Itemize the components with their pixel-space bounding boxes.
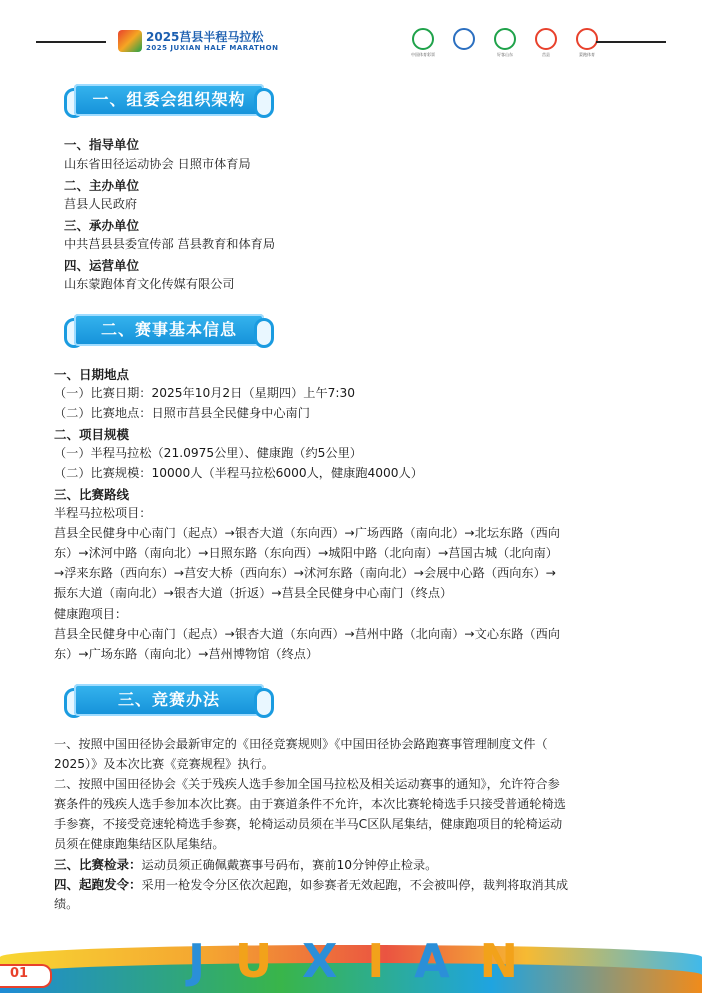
- shandong-tourism-logo: [494, 28, 516, 50]
- section-banner-organization: [64, 78, 274, 122]
- sponsor-caption: 中国体育彩票: [411, 52, 435, 57]
- route-half-line: →浮来东路（西向东）→莒安大桥（西向东）→沭河东路（南向北）→会展中心路（西向东）→: [54, 566, 556, 580]
- info-place: （二）比赛地点：日照市莒县全民健身中心南门: [54, 406, 310, 420]
- org-heading-host: 二、主办单位: [64, 178, 140, 193]
- org-text-operator: 山东蒙跑体育文化传媒有限公司: [64, 277, 235, 291]
- athletics-association-seal: [453, 28, 475, 50]
- juxian-wordmark: [188, 934, 518, 988]
- rules-line: 赛条件的残疾人选手参加本次比赛。由于赛道条件不允许，本次比赛轮椅选手只接受普通轮椅选: [54, 797, 566, 811]
- wordmark-letter: U: [234, 934, 273, 988]
- china-sports-lottery-logo: [412, 28, 434, 50]
- header-rule-right: [596, 41, 666, 43]
- info-date: （一）比赛日期：2025年10月2日（星期四）上午7:30: [54, 386, 356, 400]
- org-text-guiding: 山东省田径运动协会 日照市体育局: [64, 157, 251, 171]
- rules-start-label: 四、起跑发令：: [54, 877, 142, 892]
- mengpao-sports-logo: [576, 28, 598, 50]
- wordmark-letter: A: [414, 934, 450, 988]
- rules-checkin-label: 三、比赛检录：: [54, 857, 142, 872]
- section-title: 二、赛事基本信息: [100, 320, 237, 339]
- org-heading-operator: 四、运营单位: [64, 258, 140, 273]
- info-capacity: （二）比赛规模：10000人（半程马拉松6000人，健康跑4000人）: [54, 466, 423, 480]
- page-header: [0, 22, 702, 62]
- sponsor-logo: [408, 28, 438, 58]
- sponsor-logos: [408, 28, 613, 58]
- wordmark-letter: I: [367, 934, 385, 988]
- org-text-host: 莒县人民政府: [64, 197, 138, 211]
- org-heading-guiding: 一、指导单位: [64, 137, 140, 152]
- info-heading-route: 三、比赛路线: [54, 487, 130, 502]
- route-fun-line: 东）→广场东路（南向北）→莒州博物馆（终点）: [54, 647, 319, 661]
- route-half-line: 莒县全民健身中心南门（起点）→银杏大道（东向西）→广场西路（南向北）→北坛东路（西向: [54, 526, 560, 540]
- info-heading-date-place: 一、日期地点: [54, 367, 130, 382]
- route-fun-label: 健康跑项目：: [54, 607, 128, 621]
- rules-start: [54, 877, 568, 893]
- logo-title-en: 2025 JUXIAN HALF MARATHON: [146, 43, 279, 52]
- sponsor-logo: [490, 28, 520, 58]
- sponsor-logo: [449, 28, 479, 58]
- logo-title-cn: 2025莒县半程马拉松: [146, 29, 264, 44]
- wordmark-letter: J: [188, 934, 206, 988]
- rules-start-text: 采用一枪发令分区依次起跑，如参赛者无效起跑，不会被叫停，裁判将取消其成: [141, 878, 569, 892]
- org-text-organizer: 中共莒县县委宣传部 莒县教育和体育局: [64, 237, 276, 251]
- sponsor-caption: 好客山东: [497, 52, 513, 57]
- page-number: 01: [10, 966, 29, 981]
- rules-line: 一、按照中国田径协会最新审定的《田径竞赛规则》《中国田径协会路跑赛事管理制度文件（: [54, 737, 548, 751]
- info-events: （一）半程马拉松（21.0975公里）、健康跑（约5公里）: [54, 446, 362, 460]
- route-half-line: 东）→沭河中路（南向北）→日照东路（东向西）→城阳中路（北向南）→莒国古城（北向南）: [54, 546, 558, 560]
- route-fun-line: 莒县全民健身中心南门（起点）→银杏大道（东向西）→莒州中路（北向南）→文心东路（西向: [54, 627, 560, 641]
- wordmark-letter: N: [479, 934, 518, 988]
- wordmark-letter: X: [301, 934, 338, 988]
- section-title: 三、竞赛办法: [117, 690, 220, 709]
- sponsor-caption: 蒙跑体育: [579, 52, 595, 57]
- rules-checkin-text: 运动员须正确佩戴赛事号码布，赛前10分钟停止检录。: [141, 858, 438, 872]
- event-logo: [118, 30, 278, 52]
- route-half-line: 振东大道（南向北）→银杏大道（折返）→莒县全民健身中心南门（终点）: [54, 586, 453, 600]
- rules-checkin: [54, 857, 437, 873]
- rules-line: 员须在健康跑集结区队尾集结。: [54, 837, 225, 851]
- info-heading-scale: 二、项目规模: [54, 427, 130, 442]
- section-banner-competition-rules: [64, 678, 274, 722]
- sponsor-logo: [531, 28, 561, 58]
- juxian-mascot-logo: [535, 28, 557, 50]
- rules-line: 手参赛，不接受竞速轮椅选手参赛，轮椅运动员须在半马C区队尾集结，健康跑项目的轮椅运动: [54, 817, 563, 831]
- rules-start-cont: 绩。: [54, 897, 79, 911]
- marathon-emblem-icon: [118, 30, 142, 52]
- header-rule-left: [36, 41, 106, 43]
- section-title: 一、组委会组织架构: [92, 90, 246, 109]
- rules-line: 二、按照中国田径协会《关于残疾人选手参加全国马拉松及相关运动赛事的通知》，允许符合参: [54, 777, 560, 791]
- section-banner-basic-info: [64, 308, 274, 352]
- sponsor-caption: 莒县: [542, 52, 550, 57]
- sponsor-logo: [572, 28, 602, 58]
- rules-line: 2025）》及本次比赛《竞赛规程》执行。: [54, 757, 274, 771]
- route-half-label: 半程马拉松项目：: [54, 506, 152, 520]
- org-heading-organizer: 三、承办单位: [64, 218, 140, 233]
